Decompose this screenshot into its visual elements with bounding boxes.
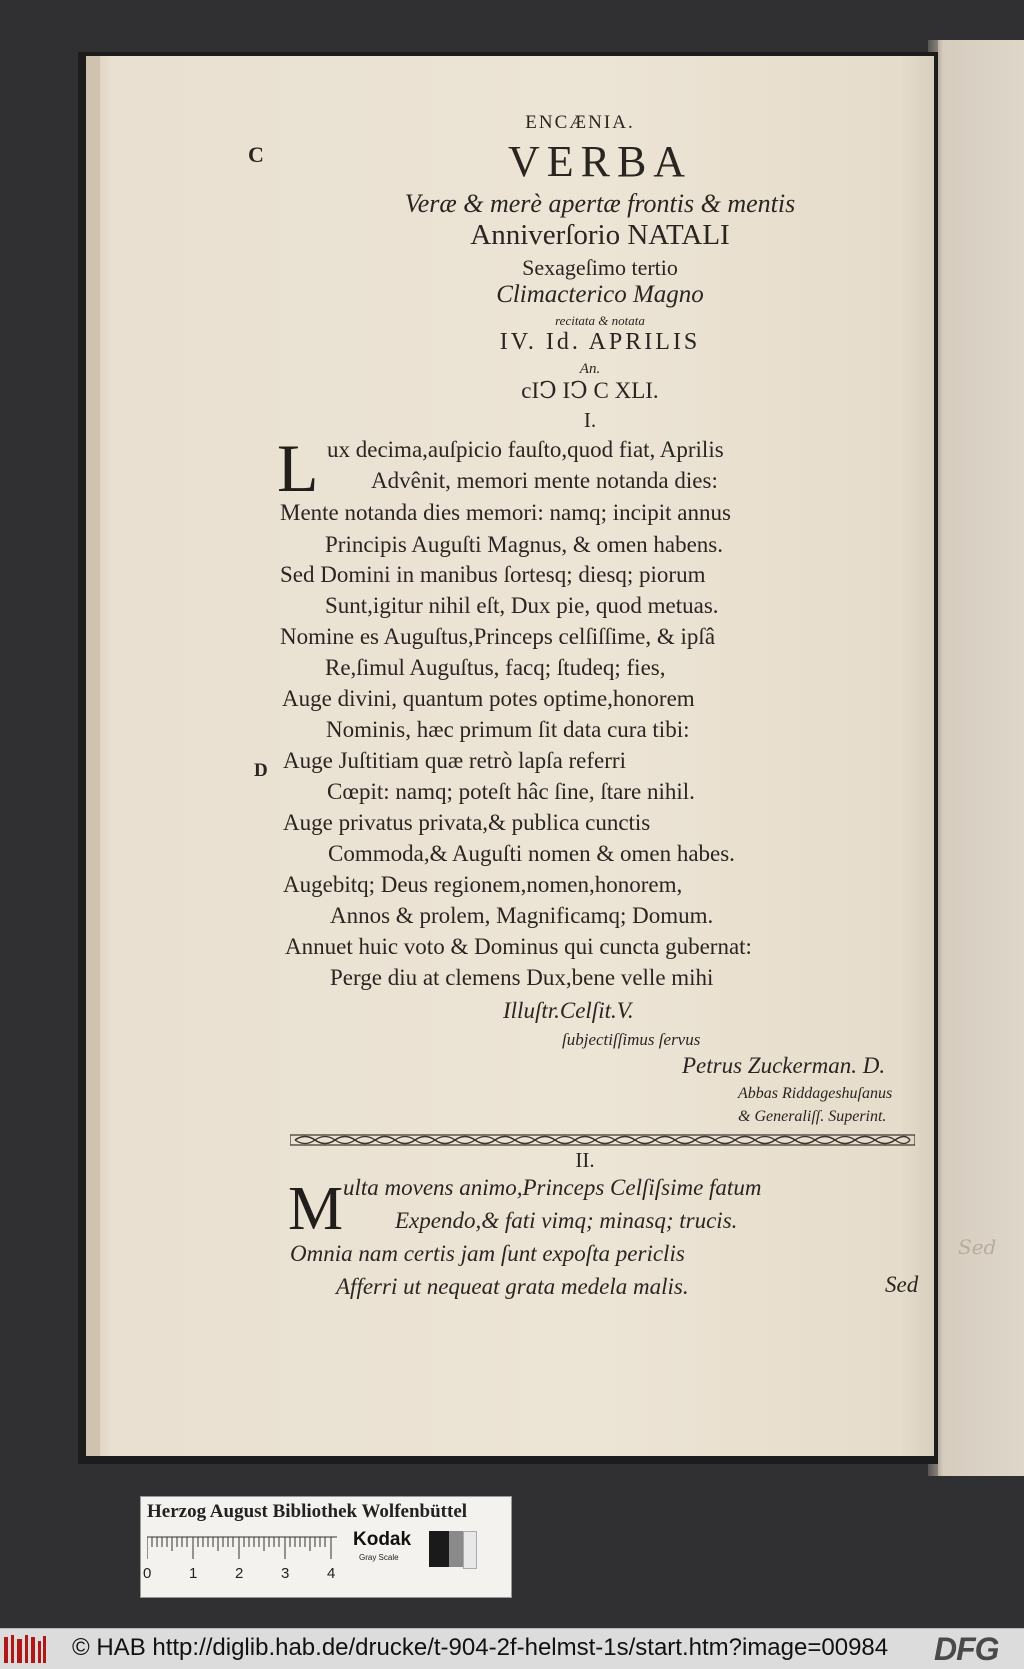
drop-capital-m: M xyxy=(288,1175,344,1243)
gray-swatch-light xyxy=(463,1531,477,1569)
page-edge xyxy=(86,56,100,1456)
poem1-line: Auge Juſtitiam quæ retrò lapſa referri xyxy=(283,748,626,773)
catchword: Sed xyxy=(885,1272,919,1297)
color-calibration-bar xyxy=(140,1496,512,1598)
gray-swatch-mid xyxy=(449,1531,463,1567)
closing-line-2: ſubjectiſſimus ſervus xyxy=(562,1030,701,1049)
poem2-first-line: ulta movens animo,Princeps Celſiſsime fatum xyxy=(343,1175,762,1200)
hab-logo-icon xyxy=(2,1633,48,1665)
gray-swatch-dark xyxy=(429,1531,449,1567)
poem2-line: Afferri ut nequeat grata medela malis. xyxy=(336,1274,689,1299)
poem1-line: Auge divini, quantum potes optime,honorem xyxy=(282,686,695,711)
ruler-number: 3 xyxy=(281,1565,290,1582)
poem1-line: Auge privatus privata,& publica cunctis xyxy=(283,810,651,835)
poem1-line: Re,ſimul Auguſtus, facq; ſtudeq; fies, xyxy=(325,655,666,680)
poem1-line: Augebitq; Deus regionem,nomen,honorem, xyxy=(283,872,683,897)
gray-scale-label: Gray Scale xyxy=(359,1553,399,1562)
dfg-logo: DFG xyxy=(934,1631,999,1667)
ruler-number: 2 xyxy=(235,1565,244,1582)
date-line: IV. Id. APRILIS xyxy=(499,329,701,355)
poem1-line: Sed Domini in manibus ſortesq; diesq; piorum xyxy=(280,562,706,587)
poem1-line: Cœpit: namq; poteſt hâc ſine, ſtare nihil. xyxy=(327,779,695,804)
poem1-line: Commoda,& Auguſti nomen & omen habes. xyxy=(328,841,735,866)
signature-mark: C xyxy=(248,142,264,167)
subtitle-line-1: Veræ & merè apertæ frontis & mentis xyxy=(404,189,796,218)
section-number-1: I. xyxy=(583,408,597,432)
subtitle-line-2: Anniverſorio NATALI xyxy=(470,219,730,251)
subtitle-line-3: Sexageſimo tertio xyxy=(522,255,678,280)
poem1-line: Annuet huic voto & Dominus qui cuncta gubernat: xyxy=(285,934,752,959)
poem1-line: Sunt,igitur nihil eſt, Dux pie, quod metuas. xyxy=(325,593,719,618)
ruler-number: 4 xyxy=(327,1565,336,1582)
poem1-line: Perge diu at clemens Dux,bene velle mihi xyxy=(330,965,714,990)
author-title-1: Abbas Riddageshuſanus xyxy=(738,1085,893,1102)
poem2-line: Omnia nam certis jam ſunt expoſta periclis xyxy=(290,1241,685,1266)
poem2-line: Expendo,& fati vimq; minasq; trucis. xyxy=(395,1208,738,1233)
margin-signature-d: D xyxy=(254,760,268,781)
poem1-line: Principis Auguſti Magnus, & omen habens. xyxy=(325,532,724,557)
citation-link[interactable]: © HAB http://diglib.hab.de/drucke/t-904-2f-helmst-1s/start.htm?image=00984 xyxy=(72,1634,889,1661)
page-title: VERBA xyxy=(507,137,693,186)
year-line: cIↃ IↃ C XLI. xyxy=(521,378,659,403)
poem1-line: Nomine es Auguſtus,Princeps celſiſſime, & ipſâ xyxy=(280,624,716,649)
section-number-2: II. xyxy=(575,1148,595,1172)
author-name: Petrus Zuckerman. D. xyxy=(682,1053,886,1078)
poem1-first-line: ux decima,auſpicio fauſto,quod fiat, Aprilis xyxy=(327,437,724,462)
closing-line-1: Illuſtr.Celſit.V. xyxy=(503,998,634,1023)
ruler-number: 0 xyxy=(143,1565,152,1582)
ornamental-rule xyxy=(290,1133,915,1147)
poem1-line: Nominis, hæc primum ſit data cura tibi: xyxy=(326,717,690,742)
ruler-number: 1 xyxy=(189,1565,198,1582)
subtitle-line-4: Climacterico Magno xyxy=(496,281,704,308)
ruler-scale xyxy=(147,1533,337,1561)
poem1-line: Mente notanda dies memori: namq; incipit annus xyxy=(280,500,731,525)
running-head: ENCÆNIA. xyxy=(525,112,635,133)
kodak-label: Kodak xyxy=(353,1529,412,1550)
subtitle-line-5: recitata & notata xyxy=(555,313,645,328)
drop-capital-l: L xyxy=(277,430,319,506)
author-title-2: & Generaliſſ. Superint. xyxy=(738,1108,887,1125)
library-name: Herzog August Bibliothek Wolfenbüttel xyxy=(147,1501,468,1522)
poem1-line: Annos & prolem, Magnificamq; Domum. xyxy=(330,903,714,928)
an-label: An. xyxy=(579,361,601,377)
poem1-line: Advênit, memori mente notanda dies: xyxy=(371,468,718,493)
facing-page-catchword: Sed xyxy=(958,1235,997,1259)
facing-page-edge xyxy=(934,40,1024,1476)
footer-bar xyxy=(0,1628,1024,1669)
